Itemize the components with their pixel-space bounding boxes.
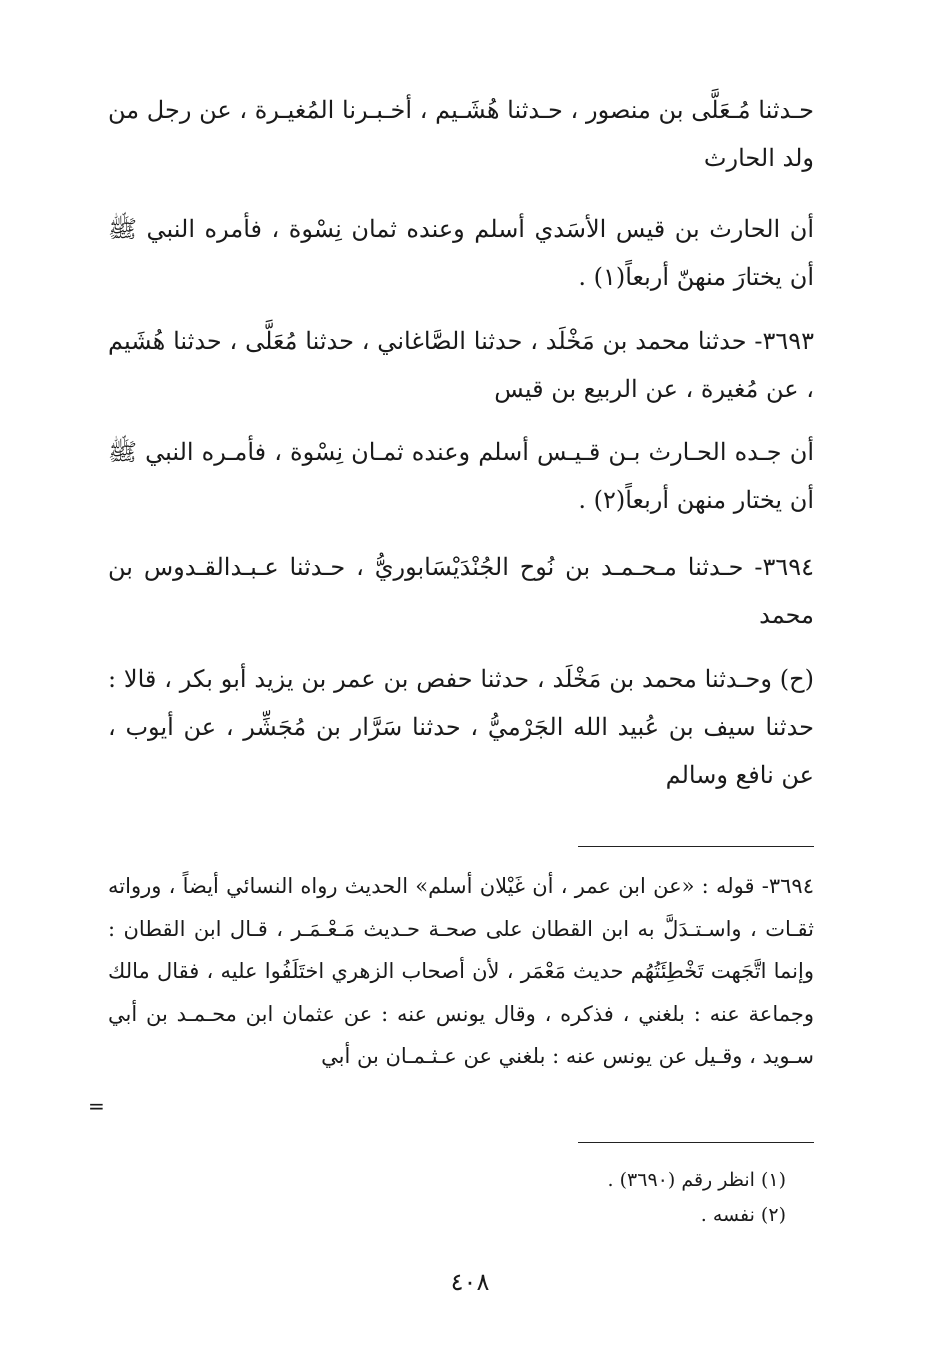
main-paragraph-1 (108, 86, 814, 182)
footnote-1: (١) انظر رقم (٣٦٩٠) . (607, 1169, 786, 1191)
hadith-3693-matn: أن جـده الحـارث بـن قـيـس أسلم وعنده ثمـان نِسْوة ، فأمـره النبي ﷺ أن يختار منهن أربعاً(٢) . (108, 438, 814, 514)
main-paragraph-3 (108, 317, 814, 413)
hadith-3694-isnad: ٣٦٩٤- حـدثنا مـحـمـد بن نُوح الجُنْدَيْسَابوريُّ ، حـدثنا عـبـدالقـدوس بن محمد (108, 553, 814, 629)
footnotes (108, 1163, 814, 1233)
commentary-block (108, 865, 814, 1078)
main-paragraph-5 (108, 543, 814, 639)
page-number: ٤٠٨ (450, 1268, 490, 1296)
hadith-3693-isnad: ٣٦٩٣- حدثنا محمد بن مَخْلَد ، حدثنا الصَّاغاني ، حدثنا مُعَلَّى ، حدثنا هُشَيم ، عن مُغيرة ، عن الربيع بن قيس (108, 327, 814, 403)
main-paragraph-2 (108, 205, 814, 301)
footnote-2: (٢) نفسه . (700, 1204, 786, 1226)
continuation-mark: = (88, 1094, 105, 1118)
matn-text: أن الحارث بن قيس الأسَدي أسلم وعنده ثمان نِسْوة ، فأمره النبي ﷺ أن يختارَ منهنّ أربعاً(١) . (108, 215, 814, 291)
commentary-text: ٣٦٩٤- قوله : «عن ابن عمر ، أن غَيْلان أسلم» الحديث رواه النسائي أيضاً ، ورواته ثقـات ، واسـتـدَلَّ به ابن القطان على صحـة حـديث مَـعْـمَـر ، قـال ابن القطان : وإنما اتَّجَهت تَخْطِئَتُهُم حديث مَعْمَر ، لأن أصحاب الزهري اختَلَفُوا عليه ، فقال مالك وجماعة عنه : بلغني ، فذكره ، وقال يونس عنه : عن عثمان ابن محـمـد بن أبي سـويد ، وقـيل عن يونس عنه : بلغني عن عـثـمـان بن أبي (108, 874, 814, 1068)
main-paragraph-6 (108, 655, 814, 799)
main-paragraph-4 (108, 428, 814, 524)
commentary-divider (578, 846, 814, 847)
hadith-3694-isnad-alt: (ح) وحـدثنا محمد بن مَخْلَد ، حدثنا حفص بن عمر بن يزيد أبو بكر ، قالا : حدثنا سيف بن عُبيد الله الجَرْميُّ ، حدثنا سَرَّار بن مُجَشِّر ، عن أيوب ، عن نافع وسالم (108, 665, 814, 789)
isnad-text: حـدثنا مُـعَلَّى بن منصور ، حـدثنا هُشَـيم ، أخـبـرنا المُغيـرة ، عن رجل من ولد الحارث (108, 96, 814, 172)
footnote-divider (578, 1142, 814, 1143)
